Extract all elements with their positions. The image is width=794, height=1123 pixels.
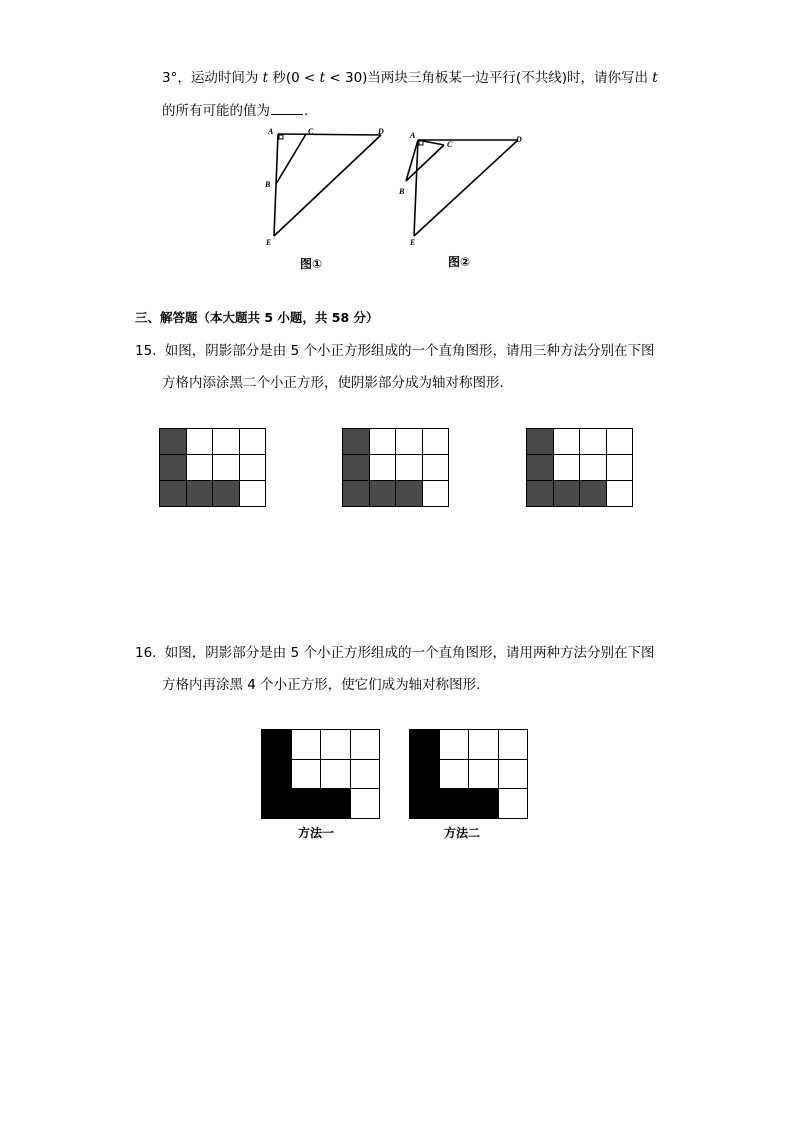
var-t: t (262, 70, 269, 86)
point-label-e: E (410, 238, 416, 247)
grid-cell-empty[interactable] (292, 730, 322, 760)
grid-cell-shaded[interactable] (343, 429, 370, 455)
grid-cell-empty[interactable] (213, 429, 240, 455)
grid-cell-empty[interactable] (351, 730, 381, 760)
q14-text-c: < 30)当两块三角板某一边平行(不共线)时，请你写出 (329, 70, 648, 86)
grid-cell-empty[interactable] (292, 760, 322, 790)
grid-cell-shaded[interactable] (343, 455, 370, 481)
q16-line-1 (135, 643, 654, 663)
right-angle-mark (279, 135, 283, 139)
grid-cell-empty[interactable] (580, 429, 607, 455)
q16-grid-method-2[interactable] (409, 729, 528, 819)
grid-cell-empty[interactable] (499, 760, 529, 790)
q15-grid-1[interactable] (159, 428, 266, 507)
grid-cell-empty[interactable] (469, 760, 499, 790)
grid-cell-empty[interactable] (440, 760, 470, 790)
var-t: t (652, 70, 658, 86)
grid-cell-empty[interactable] (499, 789, 529, 819)
point-label-a: A (410, 131, 416, 140)
segment-ad (278, 134, 381, 135)
q16-grid-method-1[interactable] (261, 729, 380, 819)
grid-cell-empty[interactable] (351, 789, 381, 819)
grid-cell-shaded[interactable] (410, 760, 440, 790)
grid-cell-empty[interactable] (580, 455, 607, 481)
grid-cell-empty[interactable] (554, 455, 581, 481)
grid-cell-shaded[interactable] (396, 481, 423, 507)
grid-cell-empty[interactable] (607, 481, 634, 507)
figure-1-caption: 图① (300, 257, 323, 271)
var-t: t (319, 70, 326, 86)
grid-cell-empty[interactable] (321, 730, 351, 760)
answer-blank[interactable] (271, 100, 303, 115)
grid-cell-empty[interactable] (213, 455, 240, 481)
grid-cell-empty[interactable] (499, 730, 529, 760)
grid-cell-shaded[interactable] (187, 481, 214, 507)
grid-cell-shaded[interactable] (370, 481, 397, 507)
method-1-caption: 方法一 (298, 826, 335, 840)
grid-cell-empty[interactable] (554, 429, 581, 455)
grid-cell-shaded[interactable] (292, 789, 322, 819)
q14-text-line2: 的所有可能的值为 (162, 103, 270, 119)
grid-cell-shaded[interactable] (440, 789, 470, 819)
q16-text-1: 如图，阴影部分是由 5 个小正方形组成的一个直角图形，请用两种方法分别在下图 (164, 645, 655, 661)
segment-ed (274, 135, 381, 236)
point-label-c: C (308, 127, 314, 136)
grid-cell-empty[interactable] (351, 760, 381, 790)
grid-cell-shaded[interactable] (527, 429, 554, 455)
grid-cell-empty[interactable] (440, 730, 470, 760)
grid-cell-empty[interactable] (370, 455, 397, 481)
grid-cell-shaded[interactable] (262, 730, 292, 760)
triangle-figure-2 (396, 128, 531, 248)
grid-cell-shaded[interactable] (262, 789, 292, 819)
grid-cell-shaded[interactable] (410, 730, 440, 760)
grid-cell-empty[interactable] (423, 455, 450, 481)
grid-cell-shaded[interactable] (343, 481, 370, 507)
point-label-e: E (266, 238, 272, 247)
grid-cell-shaded[interactable] (580, 481, 607, 507)
grid-cell-shaded[interactable] (554, 481, 581, 507)
question-number: 15. (135, 343, 157, 359)
point-label-a: A (268, 127, 274, 136)
q15-grid-3[interactable] (526, 428, 633, 507)
grid-cell-shaded[interactable] (321, 789, 351, 819)
q15-grid-2[interactable] (342, 428, 449, 507)
segment-ed (414, 140, 518, 236)
q15-line-2: 方格内添涂黑二个小正方形，使阴影部分成为轴对称图形. (162, 375, 504, 391)
q16-line-2: 方格内再涂黑 4 个小正方形，使它们成为轴对称图形. (162, 677, 481, 693)
grid-cell-empty[interactable] (321, 760, 351, 790)
grid-cell-empty[interactable] (607, 429, 634, 455)
point-label-b: B (399, 187, 405, 196)
grid-cell-empty[interactable] (396, 455, 423, 481)
point-label-b: B (265, 180, 271, 189)
grid-cell-empty[interactable] (240, 429, 267, 455)
grid-cell-empty[interactable] (240, 481, 267, 507)
grid-cell-empty[interactable] (469, 730, 499, 760)
grid-cell-empty[interactable] (423, 429, 450, 455)
section-heading: 三、解答题（本大题共 5 小题，共 58 分） (135, 310, 379, 325)
q14-text-a: 3°，运动时间为 (162, 70, 259, 86)
grid-cell-empty[interactable] (370, 429, 397, 455)
segment-ae (274, 134, 278, 236)
point-label-c: C (447, 140, 453, 149)
q14-period: . (304, 103, 309, 119)
grid-cell-shaded[interactable] (160, 429, 187, 455)
segment-bc (276, 134, 306, 184)
grid-cell-empty[interactable] (607, 455, 634, 481)
grid-cell-shaded[interactable] (469, 789, 499, 819)
grid-cell-shaded[interactable] (160, 481, 187, 507)
triangle-figure-1 (258, 124, 388, 250)
figure-2-caption: 图② (448, 255, 471, 269)
grid-cell-shaded[interactable] (213, 481, 240, 507)
q14-line-1 (162, 68, 658, 88)
grid-cell-empty[interactable] (240, 455, 267, 481)
grid-cell-shaded[interactable] (527, 481, 554, 507)
grid-cell-shaded[interactable] (262, 760, 292, 790)
grid-cell-shaded[interactable] (410, 789, 440, 819)
q14-line-2 (162, 100, 308, 121)
q15-line-1 (135, 341, 654, 361)
q14-text-b: 秒(0 < (272, 70, 316, 86)
method-2-caption: 方法二 (444, 826, 481, 840)
point-label-d: D (516, 135, 522, 144)
grid-cell-shaded[interactable] (527, 455, 554, 481)
grid-cell-shaded[interactable] (160, 455, 187, 481)
point-label-d: D (378, 127, 384, 136)
q15-text-1: 如图，阴影部分是由 5 个小正方形组成的一个直角图形，请用三种方法分别在下图 (164, 343, 655, 359)
grid-cell-empty[interactable] (423, 481, 450, 507)
grid-cell-empty[interactable] (187, 429, 214, 455)
question-number: 16. (135, 645, 157, 661)
grid-cell-empty[interactable] (187, 455, 214, 481)
grid-cell-empty[interactable] (396, 429, 423, 455)
